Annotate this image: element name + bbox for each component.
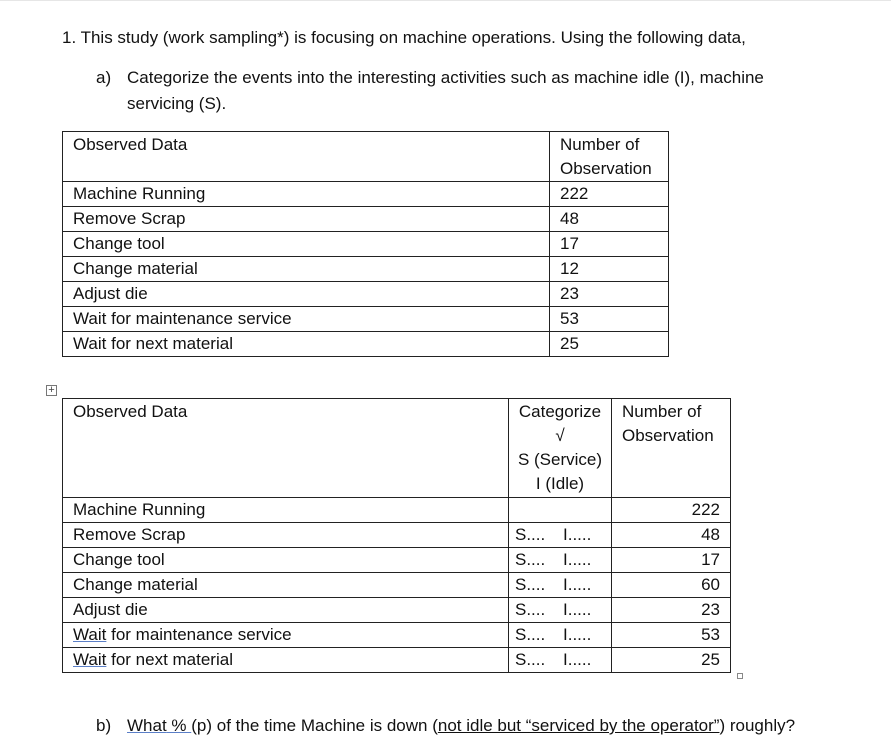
idle-slot[interactable]: I.....: [563, 525, 592, 544]
header-line: Number of: [560, 135, 640, 154]
idle-slot[interactable]: I.....: [563, 625, 592, 644]
table-resize-handle-icon[interactable]: [737, 673, 743, 679]
table-row: [63, 332, 669, 357]
idle-slot[interactable]: I.....: [563, 550, 592, 569]
table-row: [63, 257, 669, 282]
header-number-of-observation: [612, 399, 731, 498]
activity-first-word: Wait: [73, 625, 107, 644]
idle-slot[interactable]: I.....: [563, 600, 592, 619]
table-row: [63, 548, 731, 573]
part-b-seg5: ) roughly?: [719, 716, 796, 735]
table-row: [63, 207, 669, 232]
part-b-text: [127, 716, 795, 736]
part-a-text-line1: Categorize the events into the interesting activities such as machine idle (I), machine: [127, 68, 764, 87]
part-b-seg4: not idle but “serviced by the operator”: [437, 716, 720, 735]
activity-cell: Remove Scrap: [63, 207, 550, 232]
check-mark: √: [555, 426, 565, 445]
count-cell: 23: [612, 598, 731, 623]
header-line: I (Idle): [535, 474, 585, 493]
category-cell: [509, 598, 612, 623]
header-line: Categorize: [518, 402, 602, 421]
activity-cell: Adjust die: [63, 598, 509, 623]
category-cell: [509, 523, 612, 548]
header-categorize: [509, 399, 612, 498]
activity-cell: Adjust die: [63, 282, 550, 307]
count-cell: 23: [550, 282, 669, 307]
category-cell: [509, 623, 612, 648]
category-cell: [509, 573, 612, 598]
table-header-row: [63, 399, 731, 498]
service-slot[interactable]: S....: [515, 550, 546, 569]
activity-cell: Change material: [63, 257, 550, 282]
activity-first-word: Wait: [73, 650, 107, 669]
count-cell: 60: [612, 573, 731, 598]
count-cell: 222: [612, 498, 731, 523]
part-b-seg3: (p) of the time Machine is down (: [191, 716, 438, 735]
activity-cell: Change tool: [63, 232, 550, 257]
table-row: [63, 598, 731, 623]
activity-rest: for maintenance service: [106, 625, 292, 644]
part-b-label: b): [96, 716, 112, 735]
count-cell: 48: [550, 207, 669, 232]
activity-rest: for next material: [106, 650, 233, 669]
header-line: Number of: [622, 402, 702, 421]
header-line: S (Service): [517, 450, 603, 469]
activity-cell: Remove Scrap: [63, 523, 509, 548]
activity-cell: Change tool: [63, 548, 509, 573]
table-row: [63, 648, 731, 673]
count-cell: 25: [612, 648, 731, 673]
activity-cell: Wait for next material: [63, 332, 550, 357]
count-cell: 222: [550, 182, 669, 207]
service-slot[interactable]: S....: [515, 625, 546, 644]
idle-slot[interactable]: I.....: [563, 575, 592, 594]
table-row: [63, 182, 669, 207]
header-line: Observation: [560, 159, 652, 178]
categorize-table: [62, 398, 731, 673]
table-row: [63, 232, 669, 257]
table-header-row: [63, 132, 669, 182]
table-row: [63, 282, 669, 307]
table-move-handle-icon[interactable]: +: [46, 385, 57, 396]
table-row: [63, 623, 731, 648]
count-cell: 53: [612, 623, 731, 648]
count-cell: 25: [550, 332, 669, 357]
activity-cell: Wait for maintenance service: [63, 307, 550, 332]
observed-data-table: [62, 131, 669, 357]
category-cell: [509, 648, 612, 673]
idle-slot[interactable]: I.....: [563, 650, 592, 669]
activity-cell: [63, 648, 509, 673]
part-a-text-line2: servicing (S).: [127, 94, 227, 113]
table-row: [63, 307, 669, 332]
count-cell: 17: [550, 232, 669, 257]
category-cell-empty: [509, 498, 612, 523]
header-line: Observation: [622, 426, 714, 445]
service-slot[interactable]: S....: [515, 600, 546, 619]
header-number-of-observation: [550, 132, 669, 182]
activity-cell: Machine Running: [63, 498, 509, 523]
count-cell: 53: [550, 307, 669, 332]
activity-cell: [63, 623, 509, 648]
question-1: 1. This study (work sampling*) is focusing on machine operations. Using the following data,: [62, 28, 746, 47]
activity-cell: Machine Running: [63, 182, 550, 207]
table-row: [63, 573, 731, 598]
table-row: [63, 498, 731, 523]
category-cell: [509, 548, 612, 573]
page-top-edge: [0, 0, 891, 5]
part-b-seg2: %: [166, 716, 192, 735]
count-cell: 12: [550, 257, 669, 282]
service-slot[interactable]: S....: [515, 525, 546, 544]
count-cell: 17: [612, 548, 731, 573]
service-slot[interactable]: S....: [515, 575, 546, 594]
part-b-seg1: What: [127, 716, 167, 735]
activity-cell: Change material: [63, 573, 509, 598]
header-observed-data: Observed Data: [63, 132, 550, 182]
part-a-label: a): [96, 68, 112, 87]
header-observed-data: Observed Data: [63, 399, 509, 498]
count-cell: 48: [612, 523, 731, 548]
table-row: [63, 523, 731, 548]
service-slot[interactable]: S....: [515, 650, 546, 669]
